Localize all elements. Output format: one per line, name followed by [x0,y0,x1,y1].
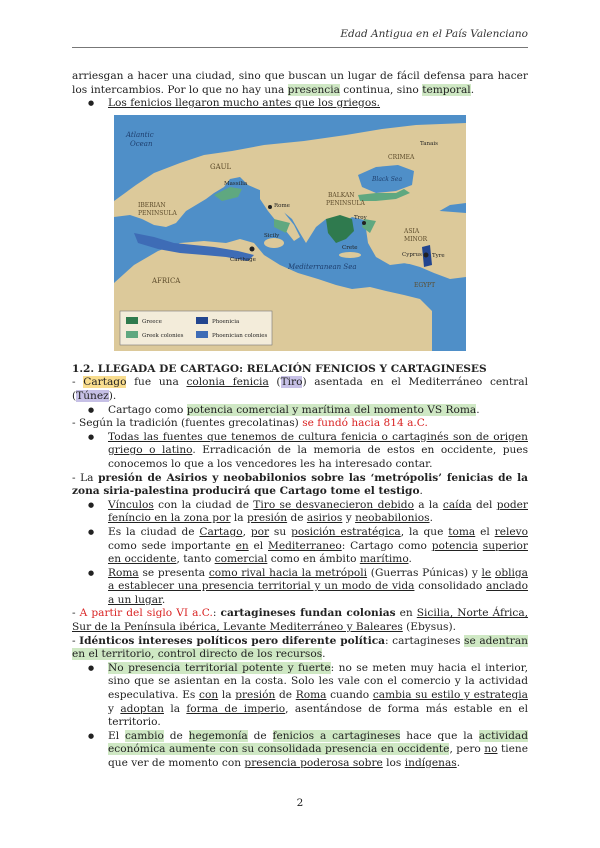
map-label-africa: AFRICA [152,276,181,285]
text: . [408,553,412,566]
text: Es la ciudad de [108,525,200,538]
bold-text: presión de Asirios y neobabilonios sobre las ‘metrópolis’ fenicias de la zona siria-palestina producirá que Cartago tome el testigo [72,471,528,498]
text: El [108,729,125,742]
text: adoptan [120,702,164,715]
highlight-cartago: Cartago [83,376,127,389]
text: obliga a establecer una presencia territorial y un modo de vida [108,566,528,593]
text: - [72,634,80,647]
text: y [108,702,121,715]
map-label-iberian: IBERIAN [138,201,166,209]
text: hace que la [400,729,479,742]
text: continua, sino [339,83,423,96]
text: - Según la tradición (fuentes grecolatinas) [72,417,303,430]
text: . Erradicación de la memoria de estos en occidente, pues conocemos lo que a los vencedores les ha interesado contar. [108,444,529,470]
text: - [72,376,84,389]
highlight-presencia: presencia [287,83,340,96]
highlight-temporal: temporal [422,83,471,96]
map-troy-marker [362,221,366,225]
text: el [475,525,495,538]
text: presión [246,512,288,525]
bullet-ciudad-cartago [72,526,528,567]
legend-label-greece: Greece [142,318,162,325]
text: caída [442,498,472,511]
text: : [212,607,221,620]
text: Cartago [199,525,243,538]
text: no [484,743,498,756]
map-label-troy: Troy [354,214,367,221]
text: los [382,757,405,769]
text: : Cartago como [341,539,432,552]
highlight-hegemonia: hegemonía [188,729,248,742]
page-number: 2 [296,797,304,809]
map-label-med-sea: Mediterranean Sea [288,262,357,271]
text: con [199,689,219,702]
text: presión [235,689,276,702]
text: el [248,539,268,552]
text: comercial [214,553,268,566]
map-label-egypt: EGYPT [414,281,436,289]
text: cuando [326,689,373,702]
text: como en ámbito [267,553,360,566]
text: . [470,83,475,96]
map-label-ocean: Ocean [130,139,153,148]
text: forma de imperio [186,702,286,715]
bullet-no-presencia [72,662,528,730]
map-label-black-sea: Black Sea [372,175,403,183]
highlight-tunez: Túnez [76,389,109,402]
bold-text: Idénticos intereses políticos pero diferente política [79,634,386,647]
text: cambia su estilo y estrategia [372,689,528,702]
text: anclado a un lugar [108,580,529,606]
text: de [163,729,189,742]
text: , [242,525,251,538]
line-tradicion [72,417,528,431]
text: , tanto [176,553,215,566]
bullet-cambio-hegemonia [72,730,528,771]
text: poder feníncio en la zona por [108,498,528,525]
line-cartago-colonia [72,376,528,403]
highlight-no-presencia: No presencia territorial potente y fuerte [108,661,331,674]
text: consolidado [414,580,487,593]
text: Tiro se desvanecieron debido [253,498,414,511]
text: Sicilia, Norte África, Sur de la Península ibérica, Levante Mediterráneo y Baleares [72,607,529,634]
text: neobabilonios [355,512,430,525]
map-land-sicily [264,238,284,248]
map-label-asia: ASIA [404,227,420,235]
map-land-cyprus [402,258,418,264]
text: Roma [108,566,139,579]
text: , la que [400,525,449,538]
bullet-potencia [72,404,528,418]
text: superior en occidente [108,539,528,566]
legend-swatch-greece [126,317,138,324]
map-label-tyre: Tyre [432,252,445,259]
text: Mediterraneo [268,539,342,552]
map-label-peninsula: PENINSULA [138,209,177,217]
highlight-tiro: Tiro [280,376,303,389]
text: de [287,512,307,525]
map-carthage-marker [250,246,255,251]
header-rule [72,47,528,48]
text: , pero [449,743,485,756]
text: . [476,403,480,416]
map-label-rome: Rome [274,202,290,209]
map-rome-marker [268,205,272,209]
page-header: Edad Antigua en el País Valenciano [340,28,528,40]
text: la [230,512,247,525]
legend-swatch-phoenicia [196,317,208,324]
text: ) asentada en el Mediterráneo central ( [72,376,528,402]
text: toma [448,525,476,538]
highlight-actividad: actividad económica aumente con su consolidada presencia en occidente [108,729,528,756]
text: le [481,566,492,579]
legend-label-phoenicia: Phoenicia [212,318,240,325]
bullet-fenicios [72,97,528,111]
map-land-crete [339,252,361,258]
map-label-crimea: CRIMEA [388,153,415,161]
highlight-territorio: se adentran en el territorio, control directo de los recursos [72,634,528,661]
text: su [269,525,292,538]
text: del [471,498,497,511]
map-legend-box [120,311,272,345]
bold-text: cartagineses fundan colonias [220,607,396,620]
text: (Ebysus). [402,621,456,634]
text: . [161,593,166,606]
legend-swatch-phoenician-colonies [196,331,208,338]
red-date: A partir del siglo VI a.C. [79,607,213,620]
text: por [250,525,270,538]
map-label-balkan: BALKAN [328,191,355,199]
map-label-atlantic: Atlantic [126,130,154,139]
text: Vínculos [108,498,154,511]
text: , asentándose de forma más estable en el territorio. [108,702,528,729]
text: se presenta [138,566,209,579]
text: como sede importante [108,539,236,552]
intro-paragraph [72,70,528,97]
text: arriesgan a hacer una ciudad, sino que buscan un lugar de fácil defensa para hacer los intercambios. Por lo que no hay una [72,70,528,96]
text: Los fenicios llegaron mucho antes que los griegos. [108,97,381,110]
legend-label-greek-colonies: Greek colonies [142,332,184,339]
text: presencia poderosa sobre [244,757,383,769]
mediterranean-map [114,115,466,351]
map-label-cyprus: Cyprus [402,251,422,258]
highlight-cambio: cambio [125,729,164,742]
highlight-potencia: potencia comercial y marítima del momento VS Roma [186,403,477,416]
text: tiene que ver de momento con [108,743,528,769]
highlight-fenicios-cartagineses: fenicios a cartagineses [272,729,401,742]
text: ( [268,376,281,389]
map-label-sicily: Sicily [264,232,280,239]
text: . [322,648,326,661]
legend-swatch-greek-colonies [126,331,138,338]
text: colonia fenicia [186,376,269,389]
text: relevo [494,525,528,538]
map-label-crete: Crete [342,244,358,251]
text: : no se meten muy hacia el interior, sino que se asientan en la costa. Solo les vale con el comercio y la actividad especulativa. Es [108,661,528,702]
map-label-tanais: Tanais [420,140,438,147]
text: ). [108,389,117,402]
bullet-vinculos [72,499,528,526]
map-label-carthage: Carthage [230,256,256,263]
text: en [395,607,417,620]
line-presion [72,472,528,499]
line-siglo-vi [72,607,528,634]
text: y [342,512,356,525]
map-label-massilia: Massilia [224,180,248,187]
text: marítimo [359,553,409,566]
legend-label-phoenician-colonies: Phoenician colonies [212,332,268,339]
text: fue una [126,376,187,389]
text: - [72,607,80,620]
text: indígenas [404,757,457,769]
map-label-gaul: GAUL [210,162,232,171]
bullet-fuentes [72,431,528,472]
document-body [72,70,528,771]
text: posición estratégica [291,525,401,538]
text: la [218,689,236,702]
text: . [429,512,433,525]
red-date: se fundó hacia 814 a.C. [302,417,428,430]
map-label-minor: MINOR [404,235,428,243]
text: (Guerras Púnicas) y [367,566,482,579]
text: Roma [295,689,327,702]
text: de [247,729,273,742]
line-intereses [72,635,528,662]
text: de [275,689,296,702]
map-tyre-marker [424,252,429,257]
text: - La [72,471,99,484]
text: . [456,757,461,769]
text: como rival hacia la metrópoli [208,566,368,579]
text: asirios [306,512,343,525]
bullet-roma [72,567,528,608]
text: potencia [431,539,478,552]
section-heading: 1.2. LLEGADA DE CARTAGO: RELACIÓN FENICIOS Y CARTAGINESES [72,362,487,375]
text: Cartago como [108,403,187,416]
text: . [419,485,423,498]
map-label-balkan-peninsula: PENINSULA [326,199,365,207]
text: a la [413,498,443,511]
map-legend [120,311,272,345]
text: en [235,539,249,552]
text: con la ciudad de [153,498,254,511]
text: : cartagineses [385,634,465,647]
text: Todas las fuentes que tenemos de cultura fenicia o cartaginés son de origen griego o latino [108,430,528,457]
text: la [163,702,187,715]
